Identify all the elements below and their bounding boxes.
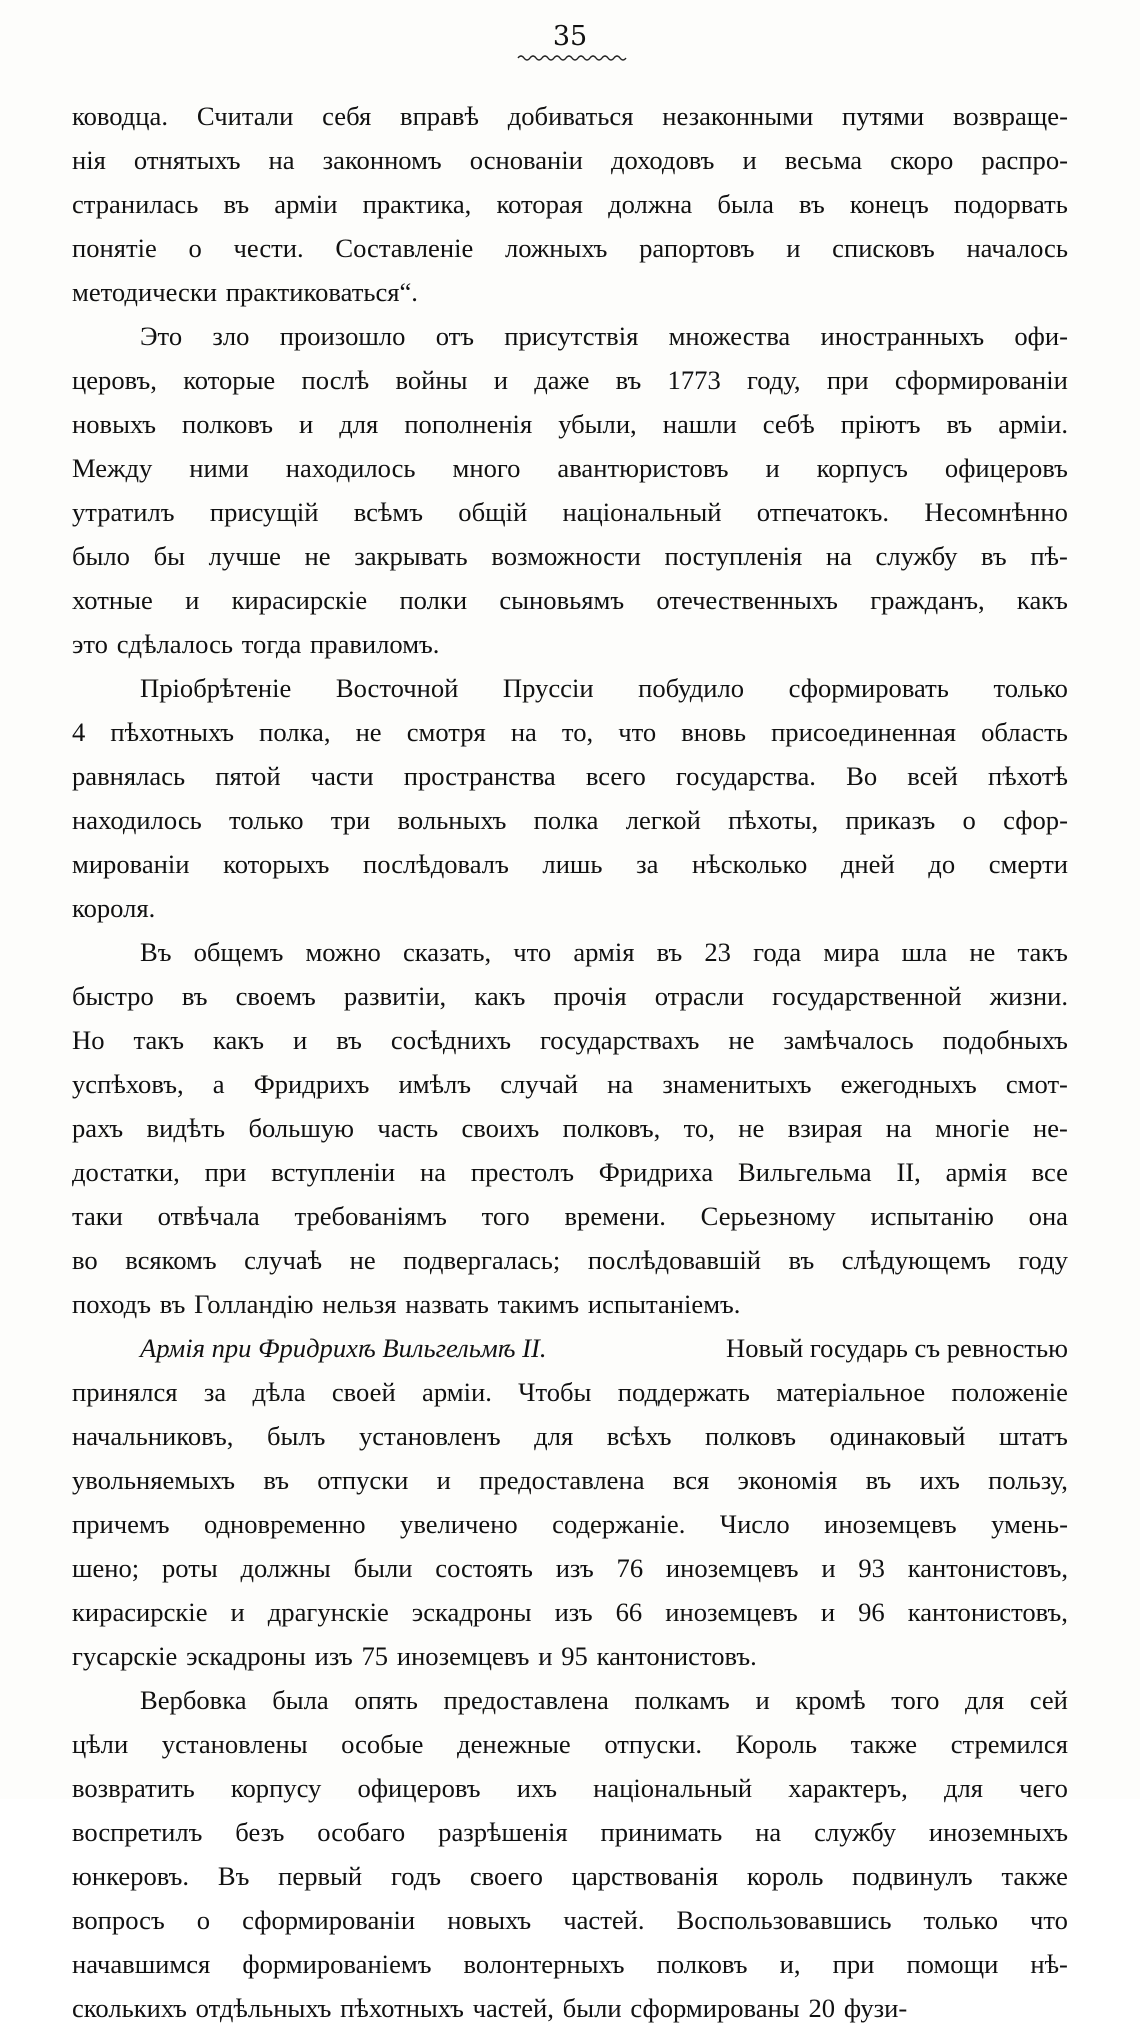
text-line: сколькихъ отдѣльныхъ пѣхотныхъ частей, были сформированы 20 фузи- xyxy=(72,1993,908,2023)
paragraph xyxy=(72,314,1068,666)
text-line: шено; роты должны были состоять изъ 76 иноземцевъ и 93 кантонистовъ, xyxy=(72,1553,1068,1583)
text-line: нія отнятыхъ на законномъ основаніи доходовъ и весьма скоро распро- xyxy=(72,145,1068,175)
text-line: увольняемыхъ въ отпуски и предоставлена вся экономія въ ихъ пользу, xyxy=(72,1465,1068,1495)
text-line: новыхъ полковъ и для пополненія убыли, нашли себѣ пріютъ въ арміи. xyxy=(72,409,1068,439)
text-line: ководца. Считали себя вправѣ добиваться незаконными путями возвраще- xyxy=(72,101,1068,131)
text-line: причемъ одновременно увеличено содержаніе. Число иноземцевъ умень- xyxy=(72,1509,1068,1539)
text-line: кирасирскіе и драгунскіе эскадроны изъ 66 иноземцевъ и 96 кантонистовъ, xyxy=(72,1597,1068,1627)
text-line: принялся за дѣла своей арміи. Чтобы поддержать матеріальное положеніе xyxy=(72,1377,1068,1407)
text-line: понятіе о чести. Составленіе ложныхъ рапортовъ и списковъ началось xyxy=(72,233,1068,263)
text-line: Это зло произошло отъ присутствія множества иностранныхъ офи- xyxy=(140,321,1068,351)
text-line: Но такъ какъ и въ сосѣднихъ государствахъ не замѣчалось подобныхъ xyxy=(72,1025,1068,1055)
text-line: походъ въ Голландію нельзя назвать такимъ испытаніемъ. xyxy=(72,1289,741,1319)
text-line: начавшимся формированіемъ волонтерныхъ полковъ и, при помощи нѣ- xyxy=(72,1949,1068,1979)
text-line: начальниковъ, былъ установленъ для всѣхъ полковъ одинаковый штатъ xyxy=(72,1421,1068,1451)
text-line: странилась въ арміи практика, которая должна была въ конецъ подорвать xyxy=(72,189,1068,219)
paragraph xyxy=(72,94,1068,314)
text-line: находилось только три вольныхъ полка легкой пѣхоты, приказъ о сфор- xyxy=(72,805,1068,835)
text-line: методически практиковаться“. xyxy=(72,277,418,307)
text-line: рахъ видѣть большую часть своихъ полковъ, то, не взирая на многіе не- xyxy=(72,1113,1068,1143)
text-line: короля. xyxy=(72,893,156,923)
wavy-underline-ornament xyxy=(516,52,630,64)
body-text xyxy=(72,94,1068,2030)
text-line: Пріобрѣтеніе Восточной Пруссіи побудило сформировать только xyxy=(140,673,1068,703)
text-line: возвратить корпусу офицеровъ ихъ національный характеръ, для чего xyxy=(72,1773,1068,1803)
section-heading: Армія при Фридрихѣ Вильгельмѣ II. xyxy=(140,1333,547,1363)
text-line: утратилъ присущій всѣмъ общій національный отпечатокъ. Несомнѣнно xyxy=(72,497,1068,527)
text-line: вопросъ о сформированіи новыхъ частей. Воспользовавшись только что xyxy=(72,1905,1068,1935)
text-line: во всякомъ случаѣ не подвергалась; послѣдовавшій въ слѣдующемъ году xyxy=(72,1245,1068,1275)
text-line: быстро въ своемъ развитіи, какъ прочія отрасли государственной жизни. xyxy=(72,981,1068,1011)
text-line: Вербовка была опять предоставлена полкамъ и кромѣ того для сей xyxy=(140,1685,1068,1715)
text-line: воспретилъ безъ особаго разрѣшенія принимать на службу иноземныхъ xyxy=(72,1817,1068,1847)
text-line: таки отвѣчала требованіямъ того времени. Серьезному испытанію она xyxy=(72,1201,1068,1231)
paragraph xyxy=(72,1326,1068,1678)
text-line: достатки, при вступленіи на престолъ Фридриха Вильгельма II, армія все xyxy=(72,1157,1068,1187)
text-line: 4 пѣхотныхъ полка, не смотря на то, что вновь присоединенная область xyxy=(72,717,1068,747)
page-number: 35 xyxy=(552,21,588,52)
text-line xyxy=(72,1326,1068,1370)
heading-line-rest: Новый государь съ ревностью xyxy=(726,1333,1068,1363)
paragraph xyxy=(72,930,1068,1326)
text-line: это сдѣлалось тогда правиломъ. xyxy=(72,629,440,659)
paragraph xyxy=(72,1678,1068,2030)
text-line: юнкеровъ. Въ первый годъ своего царствованія король подвинулъ также xyxy=(72,1861,1068,1891)
text-line: равнялась пятой части пространства всего государства. Во всей пѣхотѣ xyxy=(72,761,1068,791)
text-line: Между ними находилось много авантюристовъ и корпусъ офицеровъ xyxy=(72,453,1068,483)
paragraph xyxy=(72,666,1068,930)
text-line: Въ общемъ можно сказать, что армія въ 23 года мира шла не такъ xyxy=(140,937,1068,967)
text-line: успѣховъ, а Фридрихъ имѣлъ случай на знаменитыхъ ежегодныхъ смот- xyxy=(72,1069,1068,1099)
text-line: церовъ, которые послѣ войны и даже въ 1773 году, при сформированіи xyxy=(72,365,1068,395)
text-line: хотные и кирасирскіе полки сыновьямъ отечественныхъ гражданъ, какъ xyxy=(72,585,1068,615)
text-line: было бы лучше не закрывать возможности поступленія на службу въ пѣ- xyxy=(72,541,1068,571)
text-line: гусарскіе эскадроны изъ 75 иноземцевъ и 95 кантонистовъ. xyxy=(72,1641,757,1671)
text-line: цѣли установлены особые денежные отпуски. Король также стремился xyxy=(72,1729,1068,1759)
text-line: мированіи которыхъ послѣдовалъ лишь за нѣсколько дней до смерти xyxy=(72,849,1068,879)
